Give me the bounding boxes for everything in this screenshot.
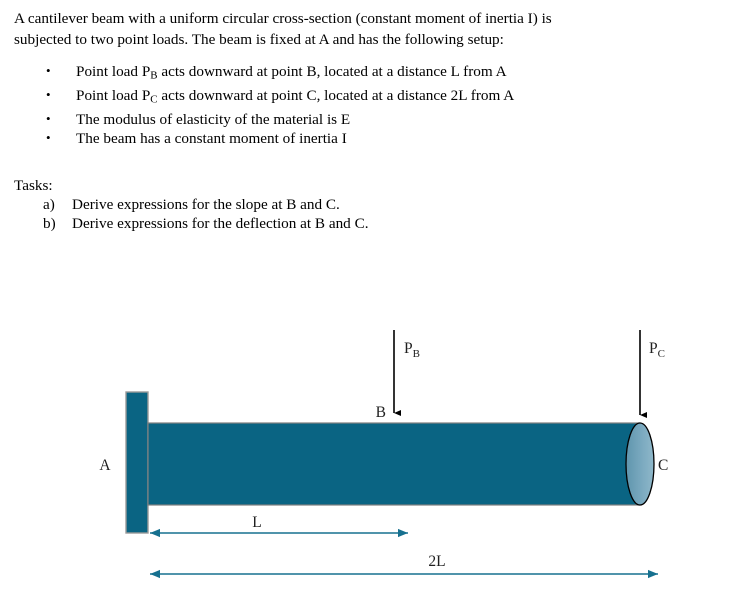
given-item-prefix: Point load P — [76, 63, 151, 80]
given-item-suffix: acts downward at point C, located at a distance 2L from A — [157, 86, 515, 104]
label-load-pc-base: P — [649, 340, 658, 357]
label-load-pb-subscript: B — [412, 348, 420, 360]
subscript-b: B — [150, 69, 158, 82]
intro-line-2: subjected to two point loads. The beam is fixed at A and has the following setup: — [14, 31, 504, 48]
given-item-modulus — [14, 110, 714, 130]
task-marker: a) — [43, 196, 55, 213]
given-item-load-pc — [14, 86, 714, 110]
given-item-prefix: Point load P — [76, 86, 151, 104]
label-point-b: B — [375, 404, 386, 421]
tasks-block — [14, 176, 369, 233]
label-load-pc-subscript: C — [657, 348, 665, 360]
intro-line-1: A cantilever beam with a uniform circular cross-section (constant moment of inertia I) is — [14, 10, 552, 27]
given-item-inertia — [14, 129, 714, 149]
task-item-a — [14, 195, 369, 214]
given-item-prefix: The beam has a constant moment of inertia I — [76, 130, 347, 148]
svg-text:PB — [404, 340, 420, 360]
beam-end-cap-circular-section — [626, 423, 654, 505]
subscript-c: C — [150, 93, 158, 106]
label-point-a: A — [99, 457, 111, 474]
beam-body — [148, 423, 640, 505]
task-text: Derive expressions for the slope at B and C. — [72, 196, 340, 213]
task-marker: b) — [43, 215, 56, 232]
task-item-b — [14, 214, 369, 233]
label-dimension-l: L — [252, 514, 262, 531]
label-dimension-2l: 2L — [428, 553, 446, 570]
label-point-c: C — [658, 457, 669, 474]
tasks-heading: Tasks: — [14, 177, 53, 194]
task-text: Derive expressions for the deflection at B and C. — [72, 215, 369, 232]
given-item-prefix: The modulus of elasticity of the material is E — [76, 110, 351, 128]
problem-statement — [14, 8, 730, 50]
label-load-pb-base: P — [404, 340, 413, 357]
label-load-pb — [404, 340, 420, 360]
svg-text:PC — [649, 340, 665, 360]
label-load-pc — [649, 340, 665, 360]
fixed-support-a — [126, 392, 148, 533]
given-item-load-pb — [14, 62, 714, 86]
given-item-suffix: acts downward at point B, located at a distance L from A — [157, 63, 507, 80]
beam-diagram — [0, 250, 744, 610]
tasks-list — [14, 195, 369, 233]
given-conditions-list — [14, 62, 714, 149]
